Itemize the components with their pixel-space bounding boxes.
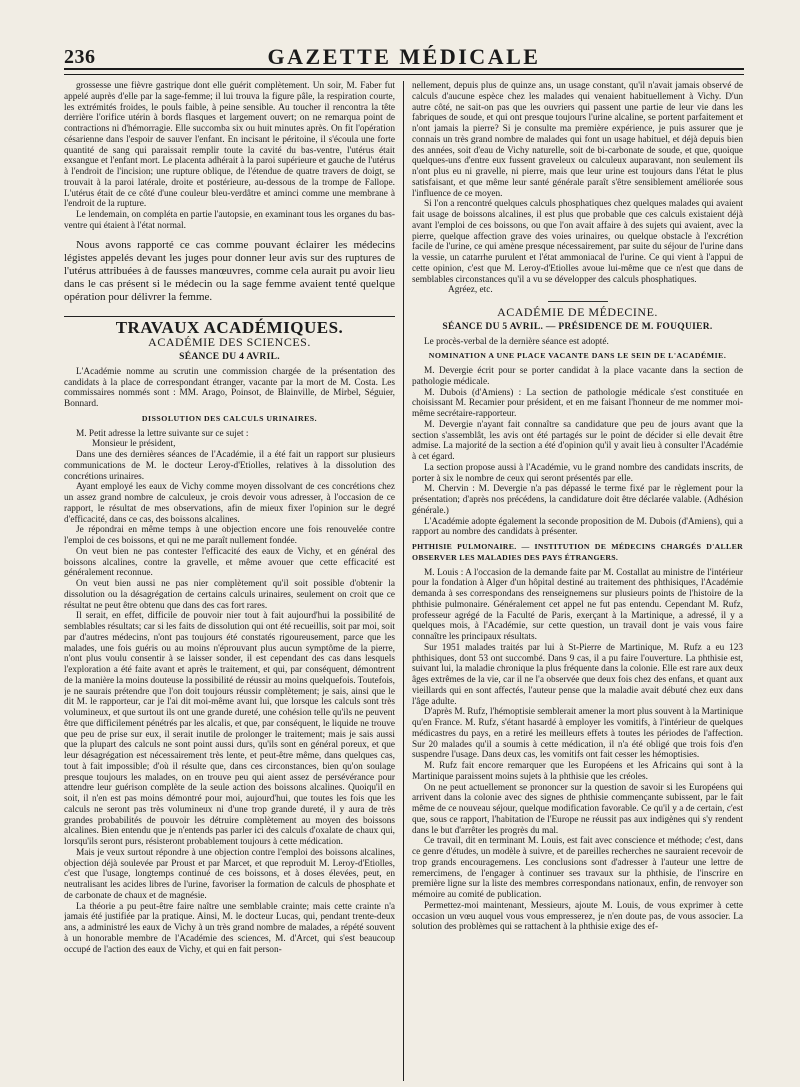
paragraph: Ayant employé les eaux de Vichy comme moyen dissolvant de ces concrétions chez un assez grand nombre de calculeux, je crois devoir vous adresser, à l'occasion de ce rapport, le résultat de mes observations, afin de mieux fixer l'opinion sur le degré d'efficacité, dans ce cas, des boissons alcalines.	[64, 482, 395, 525]
section-title: TRAVAUX ACADÉMIQUES.	[64, 316, 395, 334]
paragraph: Dans une des dernières séances de l'Académie, il a été fait un rapport sur plusieurs communications de M. le docteur Leroy-d'Etiolles, relatives à la dissolution des concrétions urinaires.	[64, 450, 395, 482]
paragraph: Il serait, en effet, difficile de pouvoir nier tout à fait aujourd'hui la possibilité de semblables résultats; car si les faits de dissolution qui ont été recueillis, soit par moi, soit par d'autres médecins, n'ont pas toujours été constatés rigoureusement, parce que les malades, une fois guéris ou au moins n'éprouvant plus aucun symptôme de la pierre, n'ont plus voulu consentir à se laisser sonder, il est cependant des cas dans lesquels l'exploration a été faite avant et après le traitement, et qui, par conséquent, démontrent de la manière la moins douteuse la possibilité de réussir au moins quelquefois. Toutefois, je ne saurais prétendre que l'on doit toujours réussir complètement; je sais, ainsi que le dit M. le rapporteur, car je l'ai dit moi-même avant lui, que lorsque les calculs sont très volumineux, et que surtout ils ont une grande dureté, une cohésion telle qu'ils ne peuvent être que difficilement pénétrés par les alcalis, et que, par conséquent, le liquide ne trouve que peu de prise sur eux, il serait inutile de prolonger le traitement; mais je sais aussi que la plupart des calculs ne sont point aussi durs, qu'ils sont en général poreux, et que leur désagrégation est nécessairement très lente, et peut-être même, dans quelques cas, tout à fait impossible; d'où il résulte que, dans ces circonstances, bien qu'on soulage presque toujours les malades, on en trouve peu qui aient assez de persévérance pour attendre leur guérison complète de la seule action des boissons alcalines. Quoiqu'il en soit, il n'en est pas moins démontré pour moi, aujourd'hui, que toutes les fois que les calculs ne seront pas très volumineux ni d'une trop grande dureté, il y aura de très grandes probabilités de pouvoir les détruire complètement au moyen des boissons alcalines. Bien entendu que je n'entends pas parler ici des calculs d'oxalate de chaux qui, lorsqu'ils seront purs, résisteront probablement toujours à cette médication.	[64, 611, 395, 847]
paragraph: grossesse une fièvre gastrique dont elle guérit complètement. Un soir, M. Faber fut appelé auprès d'elle par la sage-femme; il lui trouva la figure pâle, la respiration courte, les extrémités froides, le pouls faible, à peine sensible. Au toucher il rencontra la tête derrière l'orifice utérin à bords flasques et largement ouvert; on ne remarqua point de contractions ni d'hémorragie. Elle succomba six ou huit minutes après. On fit l'opération césarienne dans l'espoir de sauver l'enfant. En incisant le péritoine, il s'écoula une forte quantité de sang qui paraissait remplir toute la cavité du bas-ventre, l'utérus était exsangue et l'enfant mort. Le placenta adhérait à la paroi supérieure et gauche de l'utérus à l'endroit de l'incision; une rupture oblique, de l'étendue de quatre travers de doigt, se trouvait à la paroi latérale, droite et postérieure, au-dessous de la trompe de Fallope. L'utérus était de ce côté d'une couleur bleu-verdâtre et aminci comme une membrane à l'endroit de la rupture.	[64, 81, 395, 210]
paragraph: M. Petit adresse la lettre suivante sur ce sujet :	[76, 428, 249, 439]
topic-heading: DISSOLUTION DES CALCULS URINAIRES.	[141, 413, 318, 423]
paragraph: Le lendemain, on compléta en partie l'autopsie, en examinant tous les organes du bas-ventre qui étaient à l'état normal.	[64, 210, 395, 231]
right-column	[404, 81, 743, 1081]
paragraph: Si l'on a rencontré quelques calculs phosphatiques chez quelques malades qui avaient fait usage de boissons alcalines, il est plus que probable que ces calculs existaient déjà avant l'emploi de ces boissons, ou que l'on avait affaire à des sujets qui avaient, avec la pierre, quelque affection grave des voies urinaires, ou quelque obstacle à l'excrétion facile de l'urine, ce qui amène presque nécessairement, par suite du séjour de l'urine dans la vessie, un catarrhe purulent et l'état ammoniacal de l'urine. Ce qui vient à l'appui de cette opinion, c'est que M. Leroy-d'Etiolles avoue lui-même que ce n'est que dans de semblables circonstances qu'il a vu se développer des calculs phosphatiques.	[412, 199, 743, 285]
paragraph: M. Rufz fait encore remarquer que les Européens et les Africains qui sont à la Martinique paraissent moins sujets à la phthisie que les créoles.	[412, 761, 743, 782]
paragraph: M. Devergie n'ayant fait connaître sa candidature que peu de jours avant que la section s'assemblât, les avis ont été partagés sur le point de décider si elle devait être admise. La majorité de la section a été d'opinion qu'il y avait lieu à consulter l'Académie à cet égard.	[412, 419, 743, 462]
signoff: Agréez, etc.	[448, 285, 493, 296]
topic-heading: NOMINATION A UNE PLACE VACANTE DANS LE SEIN DE L'ACADÉMIE.	[428, 351, 727, 361]
session-heading: SÉANCE DU 4 AVRIL.	[179, 352, 280, 362]
paragraph: Permettez-moi maintenant, Messieurs, ajoute M. Louis, de vous exprimer à cette occasion un vœu auquel vous vous empresserez, je n'en doute pas, de vous associer. La solution des problèmes qui se rattachent à la phthisie exige des ef-	[412, 900, 743, 933]
paragraph: M. Dubois (d'Amiens) : La section de pathologie médicale s'est constituée en choisissant M. Recamier pour président, et en me faisant l'honneur de me nommer moi-même secrétaire-rapporteur.	[412, 387, 743, 419]
paragraph: M. Louis : A l'occasion de la demande faite par M. Costallat au ministre de l'intérieur pour la fondation à Alger d'un hôpital destiné au traitement des phthisiques, l'Académie demanda à ses correspondans des renseignemens sur plusieurs points de l'histoire de la phthisie pulmonaire. Généralement cet appel ne fut pas entendu. Cependant M. Rufz, professeur agrégé de la Faculté de Paris, exerçant à la Martinique, a adressé, il y a quelques mois, à l'Académie, sur cette question, un travail dont je vais vous faire connaître les principaux résultats.	[412, 567, 743, 642]
text-columns	[64, 81, 744, 1081]
page-number: 236	[64, 46, 96, 68]
paragraph: Nous avons rapporté ce cas comme pouvant éclairer les médecins légistes appelés devant les juges pour donner leur avis sur des ruptures de l'utérus attribuées à de fausses manœuvres, comme cela aurait pu avoir lieu dans le cas présent si le médecin ou la sage femme avaient tenté quelque opération pour délivrer la femme.	[64, 238, 395, 303]
paragraph: La section propose aussi à l'Académie, vu le grand nombre des candidats inscrits, de porter à six le nombre de ceux qui seront présentés par elle.	[412, 462, 743, 484]
paragraph: nellement, depuis plus de quinze ans, un usage constant, qu'il n'avait jamais observé de calculs d'aucune espèce chez les malades qui venaient habituellement à Vichy. D'un autre côté, ne sait-on pas que les ouvriers qui passent une partie de leur vie dans les fabriques de soude, et qui ont presque toujours l'urine alcaline, se portent parfaitement et n'ont jamais la pierre? Si je consulte ma première expérience, je puis assurer que je connais un très grand nombre de malades qui font un usage habituel, et déjà depuis bien des années, soit d'eau de Vichy naturelle, soit de bi-carbonate de soude, et que, quoique quelques-uns d'entre eux fussent graveleux ou calculeux auparavant, non seulement ils n'ont plus eu ni gravelle, ni pierre, mais que leur urine est toujours dans l'état le plus satisfaisant, et que même leur santé générale paraît s'être sensiblement améliorée sous l'influence de ce moyen.	[412, 81, 743, 199]
paragraph: M. Chervin : M. Devergie n'a pas dépassé le terme fixé par le règlement pour la présentation; d'après nos précédens, la candidature doit être déclarée valable. (Adhésion générale.)	[412, 484, 743, 516]
paragraph: Je répondrai en même temps à une objection encore une fois renouvelée contre l'emploi de ces boissons, et qui ne me paraît nullement fondée.	[64, 525, 395, 546]
left-column	[64, 81, 403, 1081]
paragraph: Mais je veux surtout répondre à une objection contre l'emploi des boissons alcalines, objection déjà soulevée par Proust et par Marcet, et que reproduit M. Leroy-d'Etiolles, c'est que l'usage, longtemps continué de ces boissons, et à doses élevées, peut, en neutralisant les acides libres de l'urine, favoriser la formation de calculs de phosphate et de carbonate de chaux et de magnésie.	[64, 847, 395, 901]
paragraph: Le procès-verbal de la dernière séance est adopté.	[424, 336, 609, 347]
session-heading: SÉANCE DU 5 AVRIL. — PRÉSIDENCE DE M. FOUQUIER.	[442, 321, 713, 332]
paragraph: Ce travail, dit en terminant M. Louis, est fait avec conscience et méthode; c'est, dans ce genre d'études, un modèle à suivre, et de pareilles recherches ne sauraient recevoir de trop grands encouragemens. Les conclusions sont d'adresser à l'auteur une lettre de remercimens, de l'engager à continuer ses travaux sur la phthisie, de l'inscrire en première ligne sur la liste des membres correspondans nationaux, enfin, de renvoyer son mémoire au comité de publication.	[412, 836, 743, 900]
topic-heading: PHTHISIE PULMONAIRE. — INSTITUTION DE MÉDECINS CHARGÉS D'ALLER OBSERVER LES MALADIES DES PAYS ÉTRANGERS.	[412, 542, 743, 562]
paragraph: On ne peut actuellement se prononcer sur la question de savoir si les Européens qui arrivent dans la colonie avec des signes de phthisie commençante subissent, par le fait même de ce nouveau séjour, quelque modification favorable. Ce qu'il y a de certain, c'est que, sous ce rapport, l'habitation de l'Europe ne réussit pas aux indigènes qui s'y rendent dans le but d'arrêter les progrès du mal.	[412, 782, 743, 836]
paragraph: Sur 1951 malades traités par lui à St-Pierre de Martinique, M. Rufz a eu 123 phthisiques, dont 53 ont succombé. Dans 9 cas, il a pu faire l'ouverture. La phthisie est, suivant lui, la maladie chronique la plus fréquente dans la colonie. Elle est rare aux deux âges extrêmes de la vie, car il ne l'a observée que deux fois chez des enfans, et quant aux vieillards qui en sont affectés, l'auteur pense que la maladie avait débuté chez eux dans l'âge adulte.	[412, 642, 743, 707]
academy-heading: ACADÉMIE DE MÉDECINE.	[497, 305, 658, 319]
paragraph: On veut bien ne pas contester l'efficacité des eaux de Vichy, et en général des boissons alcalines, contre la gravelle, et même avouer que cette efficacité est généralement reconnue.	[64, 546, 395, 579]
paragraph: La théorie a pu peut-être faire naître une semblable crainte; mais cette crainte n'a jamais été justifiée par la pratique. Ainsi, M. le docteur Lucas, qui, pendant trente-deux ans, a administré les eaux de Vichy à un très grand nombre de malades, a répété souvent à un honorable membre de l'Académie des sciences, M. d'Arcet, qui s'est beaucoup occupé de l'action des eaux de Vichy, et qui en fait person-	[64, 901, 395, 955]
paragraph: On veut bien aussi ne pas nier complètement qu'il soit possible d'obtenir la dissolution ou la désagrégation de certains calculs urinaires, seulement on croit que ce résultat ne peut être obtenu que dans des cas fort rares.	[64, 579, 395, 611]
paragraph: L'Académie nomme au scrutin une commission chargée de la présentation des candidats à la place de correspondant étranger, vacante par la mort de M. Costa. Les commissaires nommés sont : MM. Arago, Poinsot, de Blainville, de Mirbel, Séguier, Bonnard.	[64, 366, 395, 409]
academy-heading: ACADÉMIE DES SCIENCES.	[148, 335, 311, 350]
paragraph: M. Devergie écrit pour se porter candidat à la place vacante dans la section de pathologie médicale.	[412, 366, 743, 387]
page-header	[64, 28, 744, 68]
journal-title: GAZETTE MÉDICALE	[267, 44, 541, 69]
separator-rule	[548, 301, 608, 302]
paragraph: D'après M. Rufz, l'hémoptisie semblerait amener la mort plus souvent à la Martinique qu'en France. M. Rufz, s'étant hasardé à employer les vomitifs, à l'intérieur de quelques médicastres du pays, en a retiré les meilleurs effets à toutes les périodes de l'affection. Sur 20 malades qu'il a soumis à cette médication, il n'a été obligé que trois fois d'en suspendre l'usage. Dans deux cas, les vomitifs ont fait cesser les hémoptisies.	[412, 707, 743, 761]
paragraph: L'Académie adopte également la seconde proposition de M. Dubois (d'Amiens), qui a rapport au nombre des candidats à présenter.	[412, 516, 743, 538]
salutation: Monsieur le président,	[92, 439, 176, 450]
